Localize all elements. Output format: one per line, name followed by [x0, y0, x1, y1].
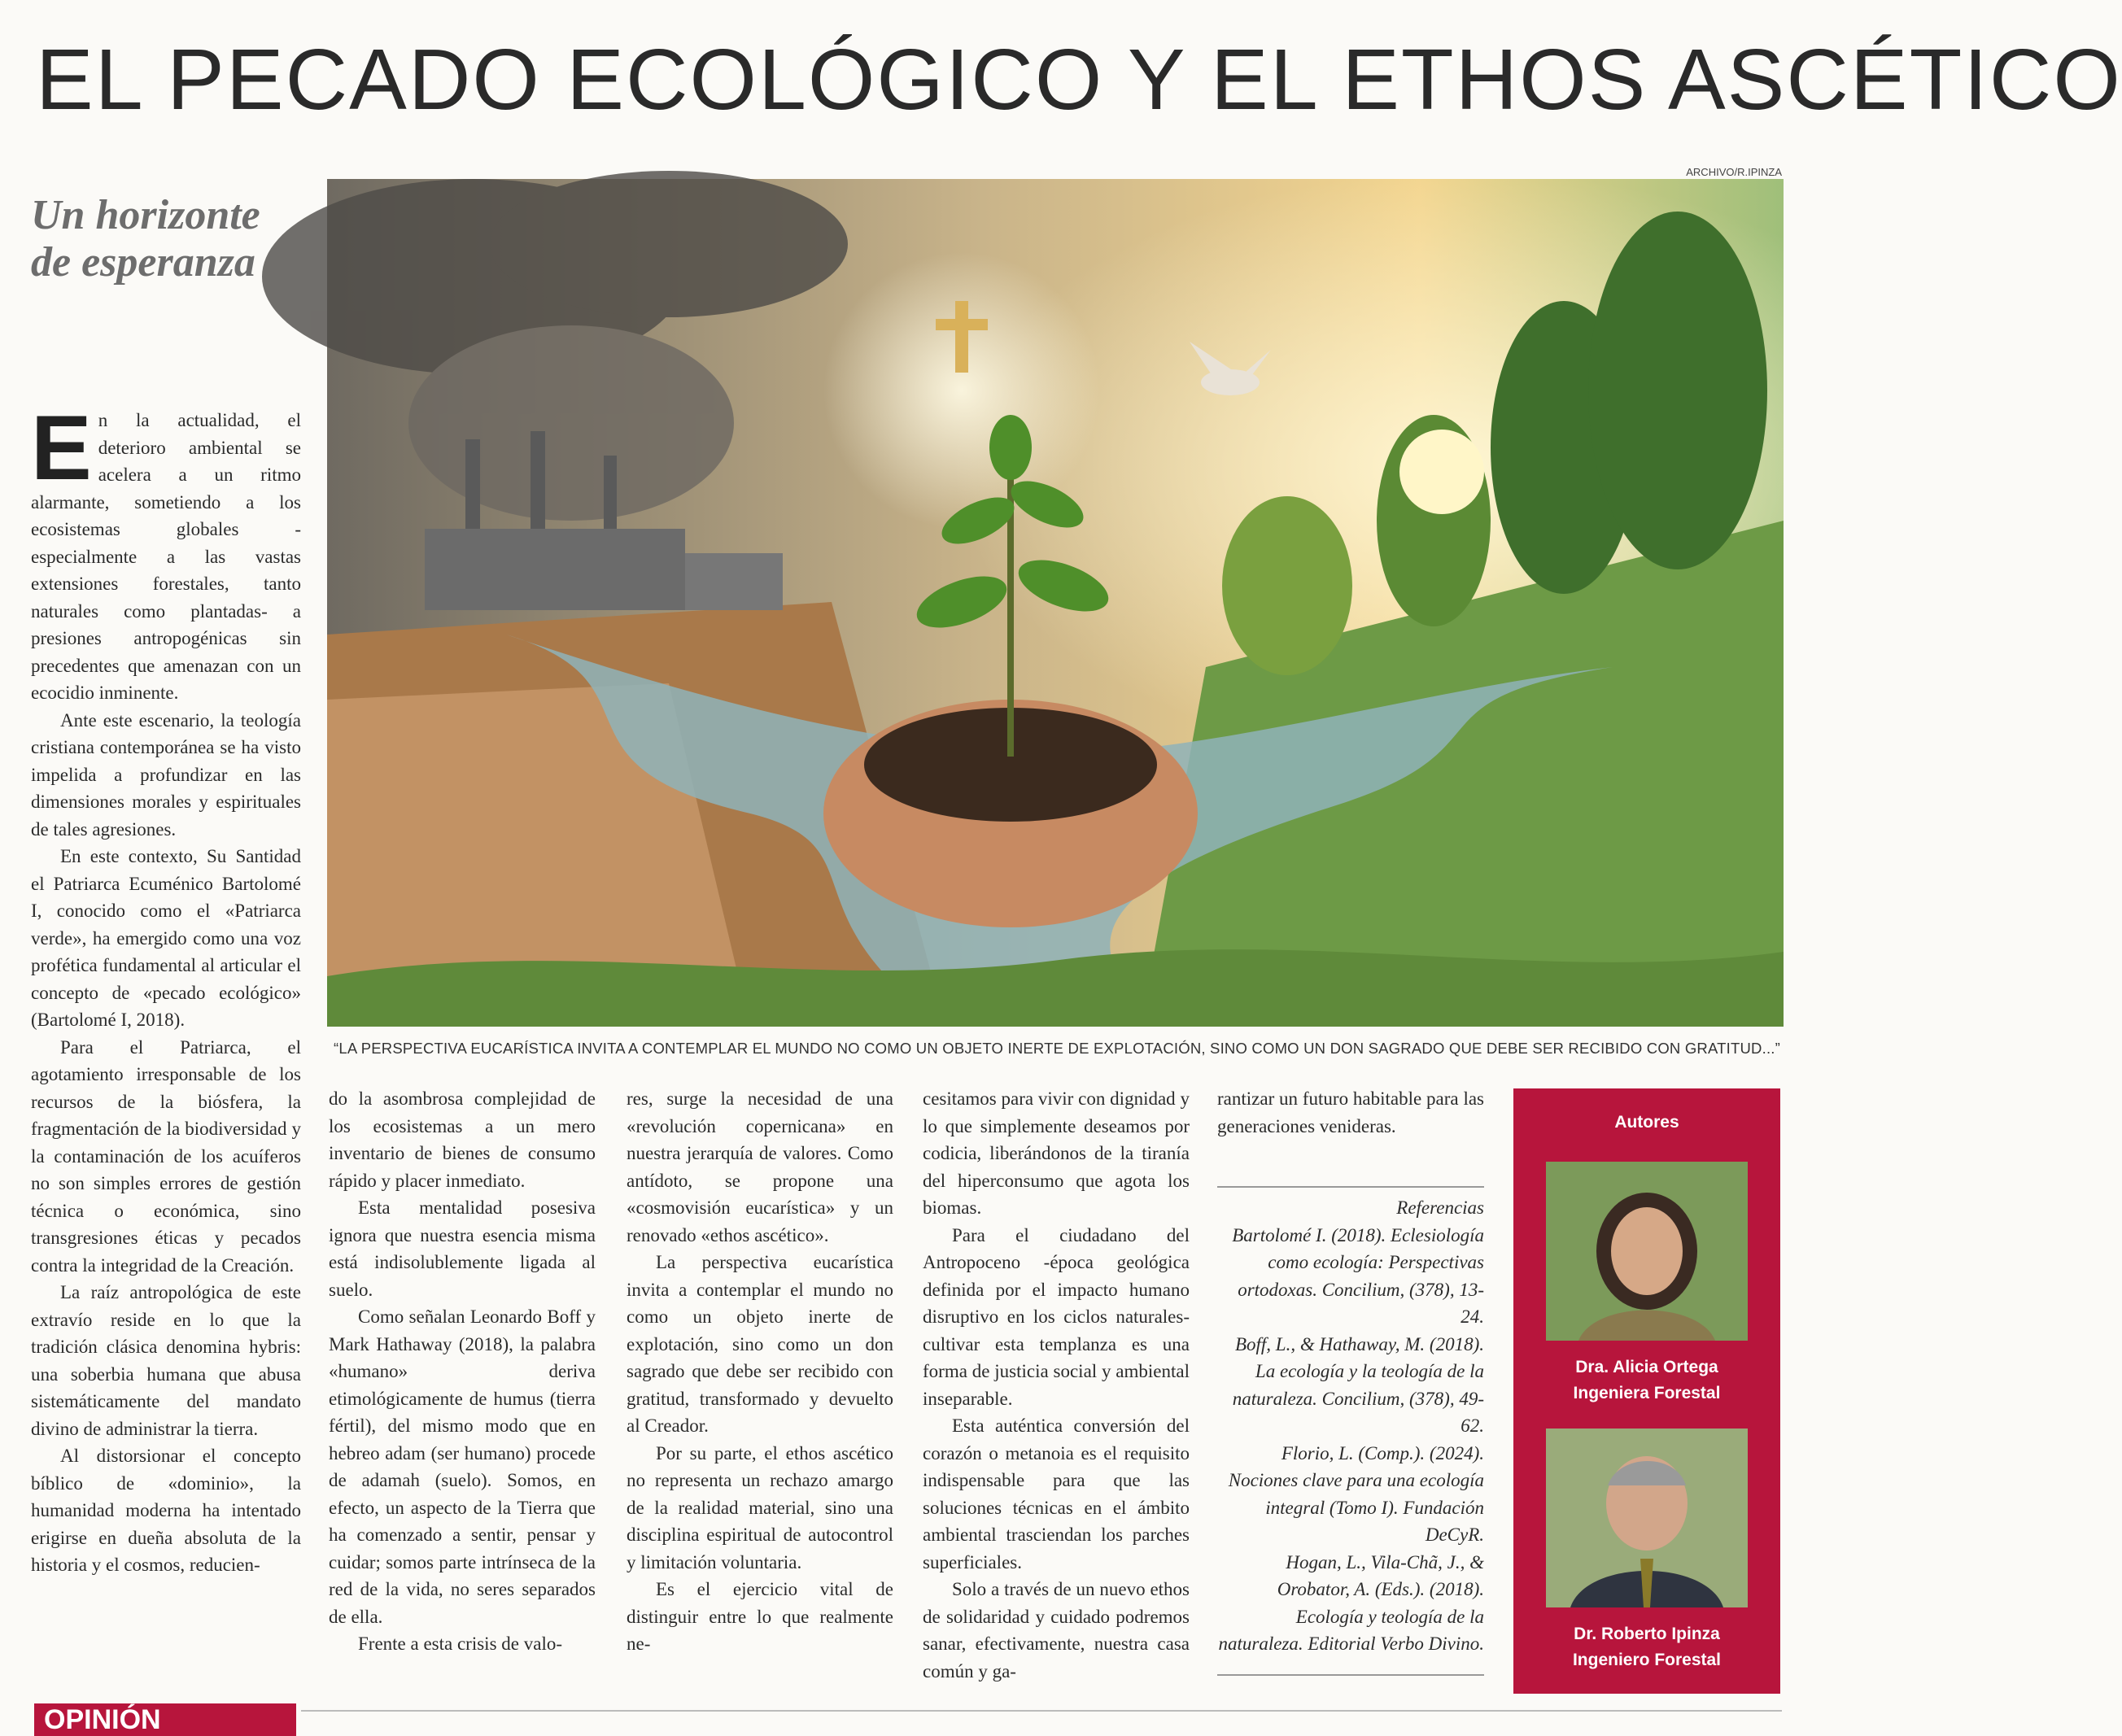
paragraph: Para el ciudadano del Antropoceno -época geológica definida por el impacto humano disruptivo en los ciclos naturales- cultivar esta templanza es una forma de justicia social y ambiental inseparable. — [923, 1224, 1190, 1409]
references-title: Referencias — [1396, 1197, 1484, 1218]
paragraph: cesitamos para vivir con dignidad y lo que simplemente deseamos por codicia, liberándonos de la tiranía del hiperconsumo que agota los biomas. — [923, 1088, 1190, 1218]
drop-cap: E — [31, 397, 92, 499]
paragraph: En este contexto, Su Santidad el Patriarca Ecuménico Bartolomé I, conocido como el «Patriarca verde», ha emergido como una voz profética fundamental al articular el concepto de «pecado ecológico» (Bartolomé I, 2018). — [31, 846, 301, 1030]
paragraph: Por su parte, el ethos ascético no representa un rechazo amargo de la realidad material, sino una disciplina espiritual de autocontrol y limitación voluntaria. — [627, 1442, 893, 1572]
section-tab: OPINIÓN — [34, 1703, 296, 1736]
paragraph: res, surge la necesidad de una «revolución copernicana» en nuestra jerarquía de valores. Como antídoto, se propone una «cosmovisión eucarística» y un renovado «ethos ascético». — [627, 1088, 893, 1245]
reference-item: Hogan, L., Vila-Chã, J., & Orobator, A. (Eds.). (2018). Ecología y teología de la naturaleza. Editorial Verbo Divino. — [1218, 1551, 1484, 1654]
paragraph: La raíz antropológica de este extravío reside en lo que la tradición clásica denomina hybris: una soberbia humana que abusa sistemáticamente del mandato divino de administrar la tierra. — [31, 1282, 301, 1439]
paragraph: Esta mentalidad posesiva ignora que nuestra esencia misma está indisolublemente ligada al suelo. — [329, 1197, 596, 1300]
kicker: Un horizonte de esperanza — [31, 192, 260, 286]
footer-divider — [301, 1710, 1782, 1712]
paragraph: Esta auténtica conversión del corazón o metanoia es el requisito indispensable para que las soluciones técnicas en el ámbito ambiental trasciendan los parches superficiales. — [923, 1415, 1190, 1572]
article-column-5 — [1217, 1085, 1484, 1140]
paragraph — [31, 397, 301, 707]
paragraph: Al distorsionar el concepto bíblico de «dominio», la humanidad moderna ha intentado erigirse en dueña absoluta de la historia y el cosmos, reducien- — [31, 1446, 301, 1575]
photo-caption: “LA PERSPECTIVA EUCARÍSTICA INVITA A CONTEMPLAR EL MUNDO NO COMO UN OBJETO INERTE DE EXPLOTACIÓN, SINO COMO UN DON SAGRADO QUE DEBE SER RECIBIDO CON GRATITUD...” — [334, 1040, 1780, 1057]
hero-illustration — [327, 179, 1784, 1027]
reference-item: Bartolomé I. (2018). Eclesiología como ecología: Perspectivas ortodoxas. Concilium, (378), 13-24. — [1232, 1224, 1484, 1327]
article-column-2 — [329, 1085, 596, 1658]
author-photo — [1546, 1428, 1748, 1607]
paragraph: rantizar un futuro habitable para las generaciones venideras. — [1217, 1088, 1484, 1136]
paragraph: Para el Patriarca, el agotamiento irresponsable de los recursos de la biósfera, la fragmentación de la biodiversidad y la contaminación de los acuíferos no son simples errores de gestión técnica o económica, sino transgresiones éticas y pecados contra la integridad de la Creación. — [31, 1036, 301, 1276]
paragraph: La perspectiva eucarística invita a contemplar el mundo no como un objeto inerte de explotación, sino como un don sagrado que debe ser recibido con gratitud, transformado y devuelto al Creador. — [627, 1252, 893, 1436]
article-column-3 — [627, 1085, 893, 1658]
authors-title: Autores — [1614, 1113, 1679, 1132]
authors-box — [1513, 1088, 1780, 1694]
author-photo — [1546, 1162, 1748, 1341]
article-column-4 — [923, 1085, 1190, 1685]
paragraph: Es el ejercicio vital de distinguir entre lo que realmente ne- — [627, 1579, 893, 1654]
author-role: Ingeniera Forestal — [1573, 1384, 1721, 1402]
paragraph: do la asombrosa complejidad de los ecosistemas a un mero inventario de bienes de consumo rápido y placer inmediato. — [329, 1088, 596, 1191]
references-bottom-divider — [1217, 1674, 1484, 1676]
paragraph: Frente a esta crisis de valo- — [358, 1633, 562, 1654]
sun-icon — [1399, 430, 1484, 514]
author-name: Dr. Roberto Ipinza — [1574, 1625, 1720, 1643]
photo-credit: ARCHIVO/R.IPINZA — [1686, 166, 1782, 178]
author-name: Dra. Alicia Ortega — [1575, 1358, 1718, 1376]
reference-item: Boff, L., & Hathaway, M. (2018). La ecología y la teología de la naturaleza. Concilium, (378), 49-62. — [1232, 1333, 1484, 1436]
references-divider — [1217, 1186, 1484, 1188]
paragraph-text: n la actualidad, el deterioro ambiental se acelera a un ritmo alarmante, sometiendo a los ecosistemas globales -especialmente a las vastas extensiones forestales, tanto naturales como plantadas- a presiones antropogénicas sin precedentes que amenazan con un ecocidio inminente. — [31, 410, 301, 703]
references — [1217, 1194, 1484, 1658]
paragraph: Solo a través de un nuevo ethos de solidaridad y cuidado podremos sanar, efectivamente, nuestra casa común y ga- — [923, 1579, 1190, 1681]
reference-item: Florio, L. (Comp.). (2024). Nociones clave para una ecología integral (Tomo I). Fundación DeCyR. — [1228, 1442, 1484, 1545]
article-column-1 — [31, 397, 301, 1579]
paragraph: Ante este escenario, la teología cristiana contemporánea se ha visto impelida a profundizar en las dimensiones morales y espirituales de tales agresiones. — [31, 709, 301, 840]
headline: EL PECADO ECOLÓGICO Y EL ETHOS ASCÉTICO — [36, 32, 2122, 128]
author-role: Ingeniero Forestal — [1572, 1651, 1722, 1669]
paragraph: Como señalan Leonardo Boff y Mark Hathaway (2018), la palabra «humano» deriva etimológicamente de humus (tierra fértil), del mismo modo que en hebreo adam (ser humano) procede de adamah (suelo). Somos, en efecto, un aspecto de la Tierra que ha comenzado a sentir, pensar y cuidar; somos parte intrínseca de la red de la vida, no seres separados de ella. — [329, 1306, 596, 1627]
